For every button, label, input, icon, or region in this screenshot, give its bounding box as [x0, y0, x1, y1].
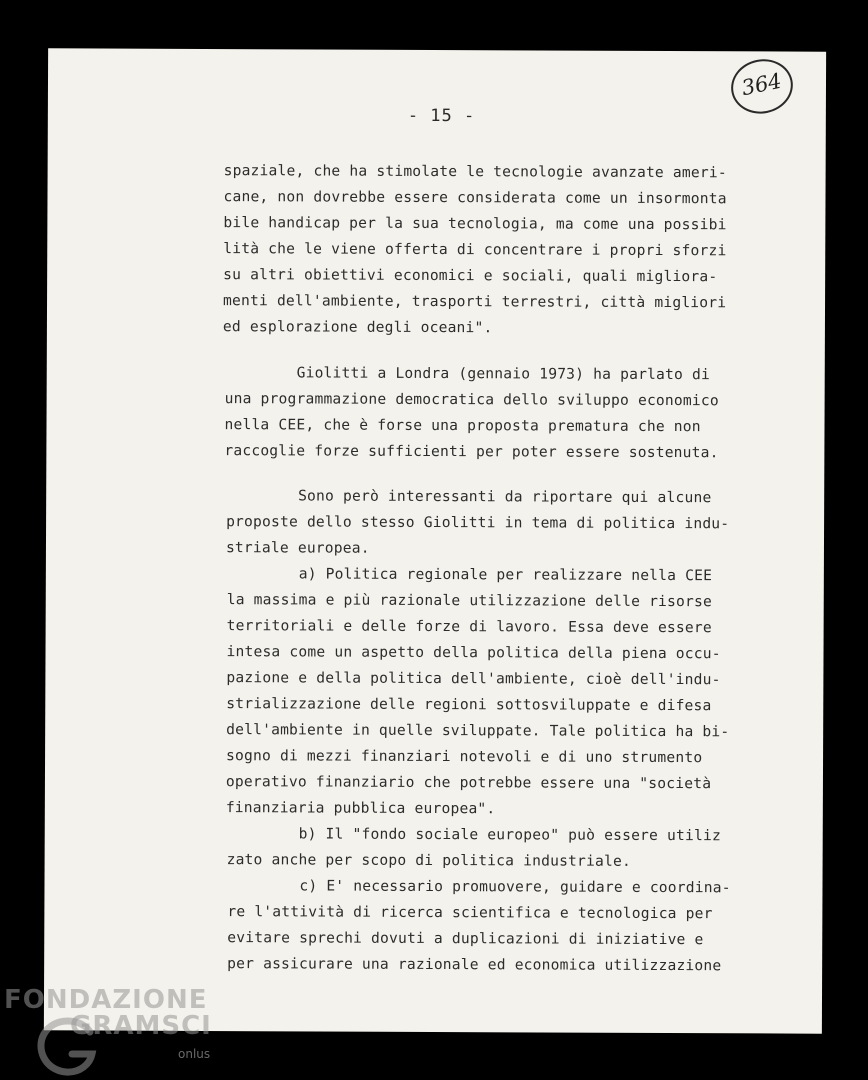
text-line: intesa come un aspetto della politica della piena occu-	[226, 643, 721, 663]
text-line: Giolitti a Londra (gennaio 1973) ha parlato di	[224, 364, 711, 384]
text-line: re l'attività di ricerca scientifica e tecnologica per	[227, 903, 713, 923]
text-line: a) Politica regionale per realizzare nella CEE	[226, 565, 713, 585]
text-line: lità che le viene offerta di concentrare i propri sforzi	[223, 240, 727, 260]
watermark-line2: GRAMSCI	[70, 1011, 212, 1041]
text-line: ed esplorazione degli oceani".	[222, 318, 493, 337]
text-line: evitare sprechi dovuti a duplicazioni di iniziative e	[227, 929, 704, 949]
text-line: su altri obiettivi economici e sociali, quali migliora-	[223, 266, 718, 286]
text-line: territoriali e delle forze di lavoro. Essa deve essere	[226, 617, 712, 637]
text-line: strializzazione delle regioni sottosviluppate e difesa	[226, 695, 712, 715]
watermark-line3: onlus	[178, 1047, 211, 1061]
text-line: striale europea.	[225, 539, 370, 557]
text-line: finanziaria pubblica europea".	[225, 799, 496, 818]
text-line: una programmazione democratica dello sviluppo economico	[224, 390, 719, 410]
text-line: pazione e della politica dell'ambiente, cioè dell'indu-	[226, 669, 721, 689]
text-line: c) E' necessario promuovere, guidare e coordina-	[227, 877, 731, 897]
text-line: Sono però interessanti da riportare qui alcune	[226, 487, 712, 507]
text-line: spaziale, che ha stimolate le tecnologie avanzate ameri-	[223, 162, 727, 182]
page-number: - 15 -	[407, 105, 476, 127]
text-line: dell'ambiente in quelle sviluppate. Tale politica ha bi-	[226, 721, 730, 741]
text-line: menti dell'ambiente, trasporti terrestri, città migliori	[223, 292, 727, 312]
text-line: proposte dello stesso Giolitti in tema di politica indu-	[226, 513, 730, 533]
archive-stamp	[726, 54, 798, 119]
text-line: bile handicap per la sua tecnologia, ma come una possibi	[223, 214, 727, 234]
watermark-logo	[4, 987, 212, 1039]
text-line: operativo finanziario che potrebbe essere una "società	[225, 773, 712, 793]
watermark-line1: FONDAZIONE	[4, 985, 208, 1015]
text-line: nella CEE, che è forse una proposta prematura che non	[224, 416, 701, 436]
stamp-number: 364	[739, 68, 784, 101]
text-line: zato anche per scopo di politica industriale.	[226, 851, 632, 870]
text-line: cane, non dovrebbe essere considerata come un insormonta	[223, 188, 727, 208]
text-line: per assicurare una razionale ed economica utilizzazione	[227, 955, 722, 975]
text-line: b) Il "fondo sociale europeo" può essere utiliz	[226, 825, 722, 845]
text-line: raccoglie forze sufficienti per poter essere sostenuta.	[224, 442, 719, 462]
text-line: la massima e più razionale utilizzazione delle risorse	[226, 591, 713, 611]
text-line: sogno di mezzi finanziari notevoli e di uno strumento	[226, 747, 703, 767]
document-page	[44, 48, 826, 1033]
